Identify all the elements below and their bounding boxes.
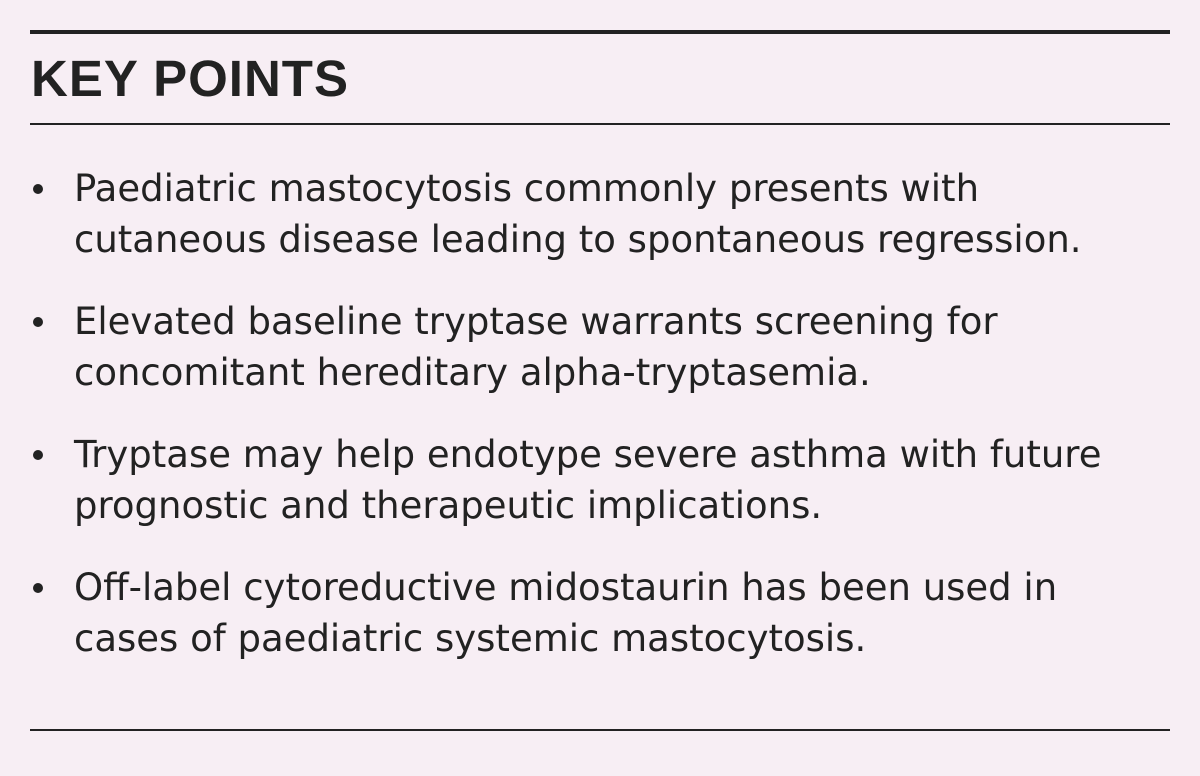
heading-rule [30, 123, 1170, 125]
key-point-2 [30, 296, 1170, 398]
key-point-2-line-2: concomitant hereditary alpha-tryptasemia. [74, 351, 871, 394]
key-point-3 [30, 429, 1170, 531]
key-points-list [30, 163, 1170, 664]
bullet-icon [33, 450, 43, 460]
key-point-1-line-1: Paediatric mastocytosis commonly presents with [74, 167, 980, 210]
key-point-1 [30, 163, 1170, 265]
key-points-heading: KEY POINTS [31, 50, 349, 107]
key-point-4-line-1: Off-label cytoreductive midostaurin has been used in [74, 566, 1058, 609]
key-point-1-line-2: cutaneous disease leading to spontaneous regression. [74, 218, 1082, 261]
top-rule [30, 30, 1170, 34]
key-point-3-line-2: prognostic and therapeutic implications. [74, 484, 823, 527]
key-point-3-line-1: Tryptase may help endotype severe asthma with future [74, 433, 1102, 476]
bottom-rule [30, 729, 1170, 731]
bullet-icon [33, 317, 43, 327]
bullet-icon [33, 583, 43, 593]
bullet-icon [33, 184, 43, 194]
key-point-4-line-2: cases of paediatric systemic mastocytosis. [74, 617, 867, 660]
key-point-2-line-1: Elevated baseline tryptase warrants screening for [74, 300, 998, 343]
key-point-4 [30, 562, 1170, 664]
